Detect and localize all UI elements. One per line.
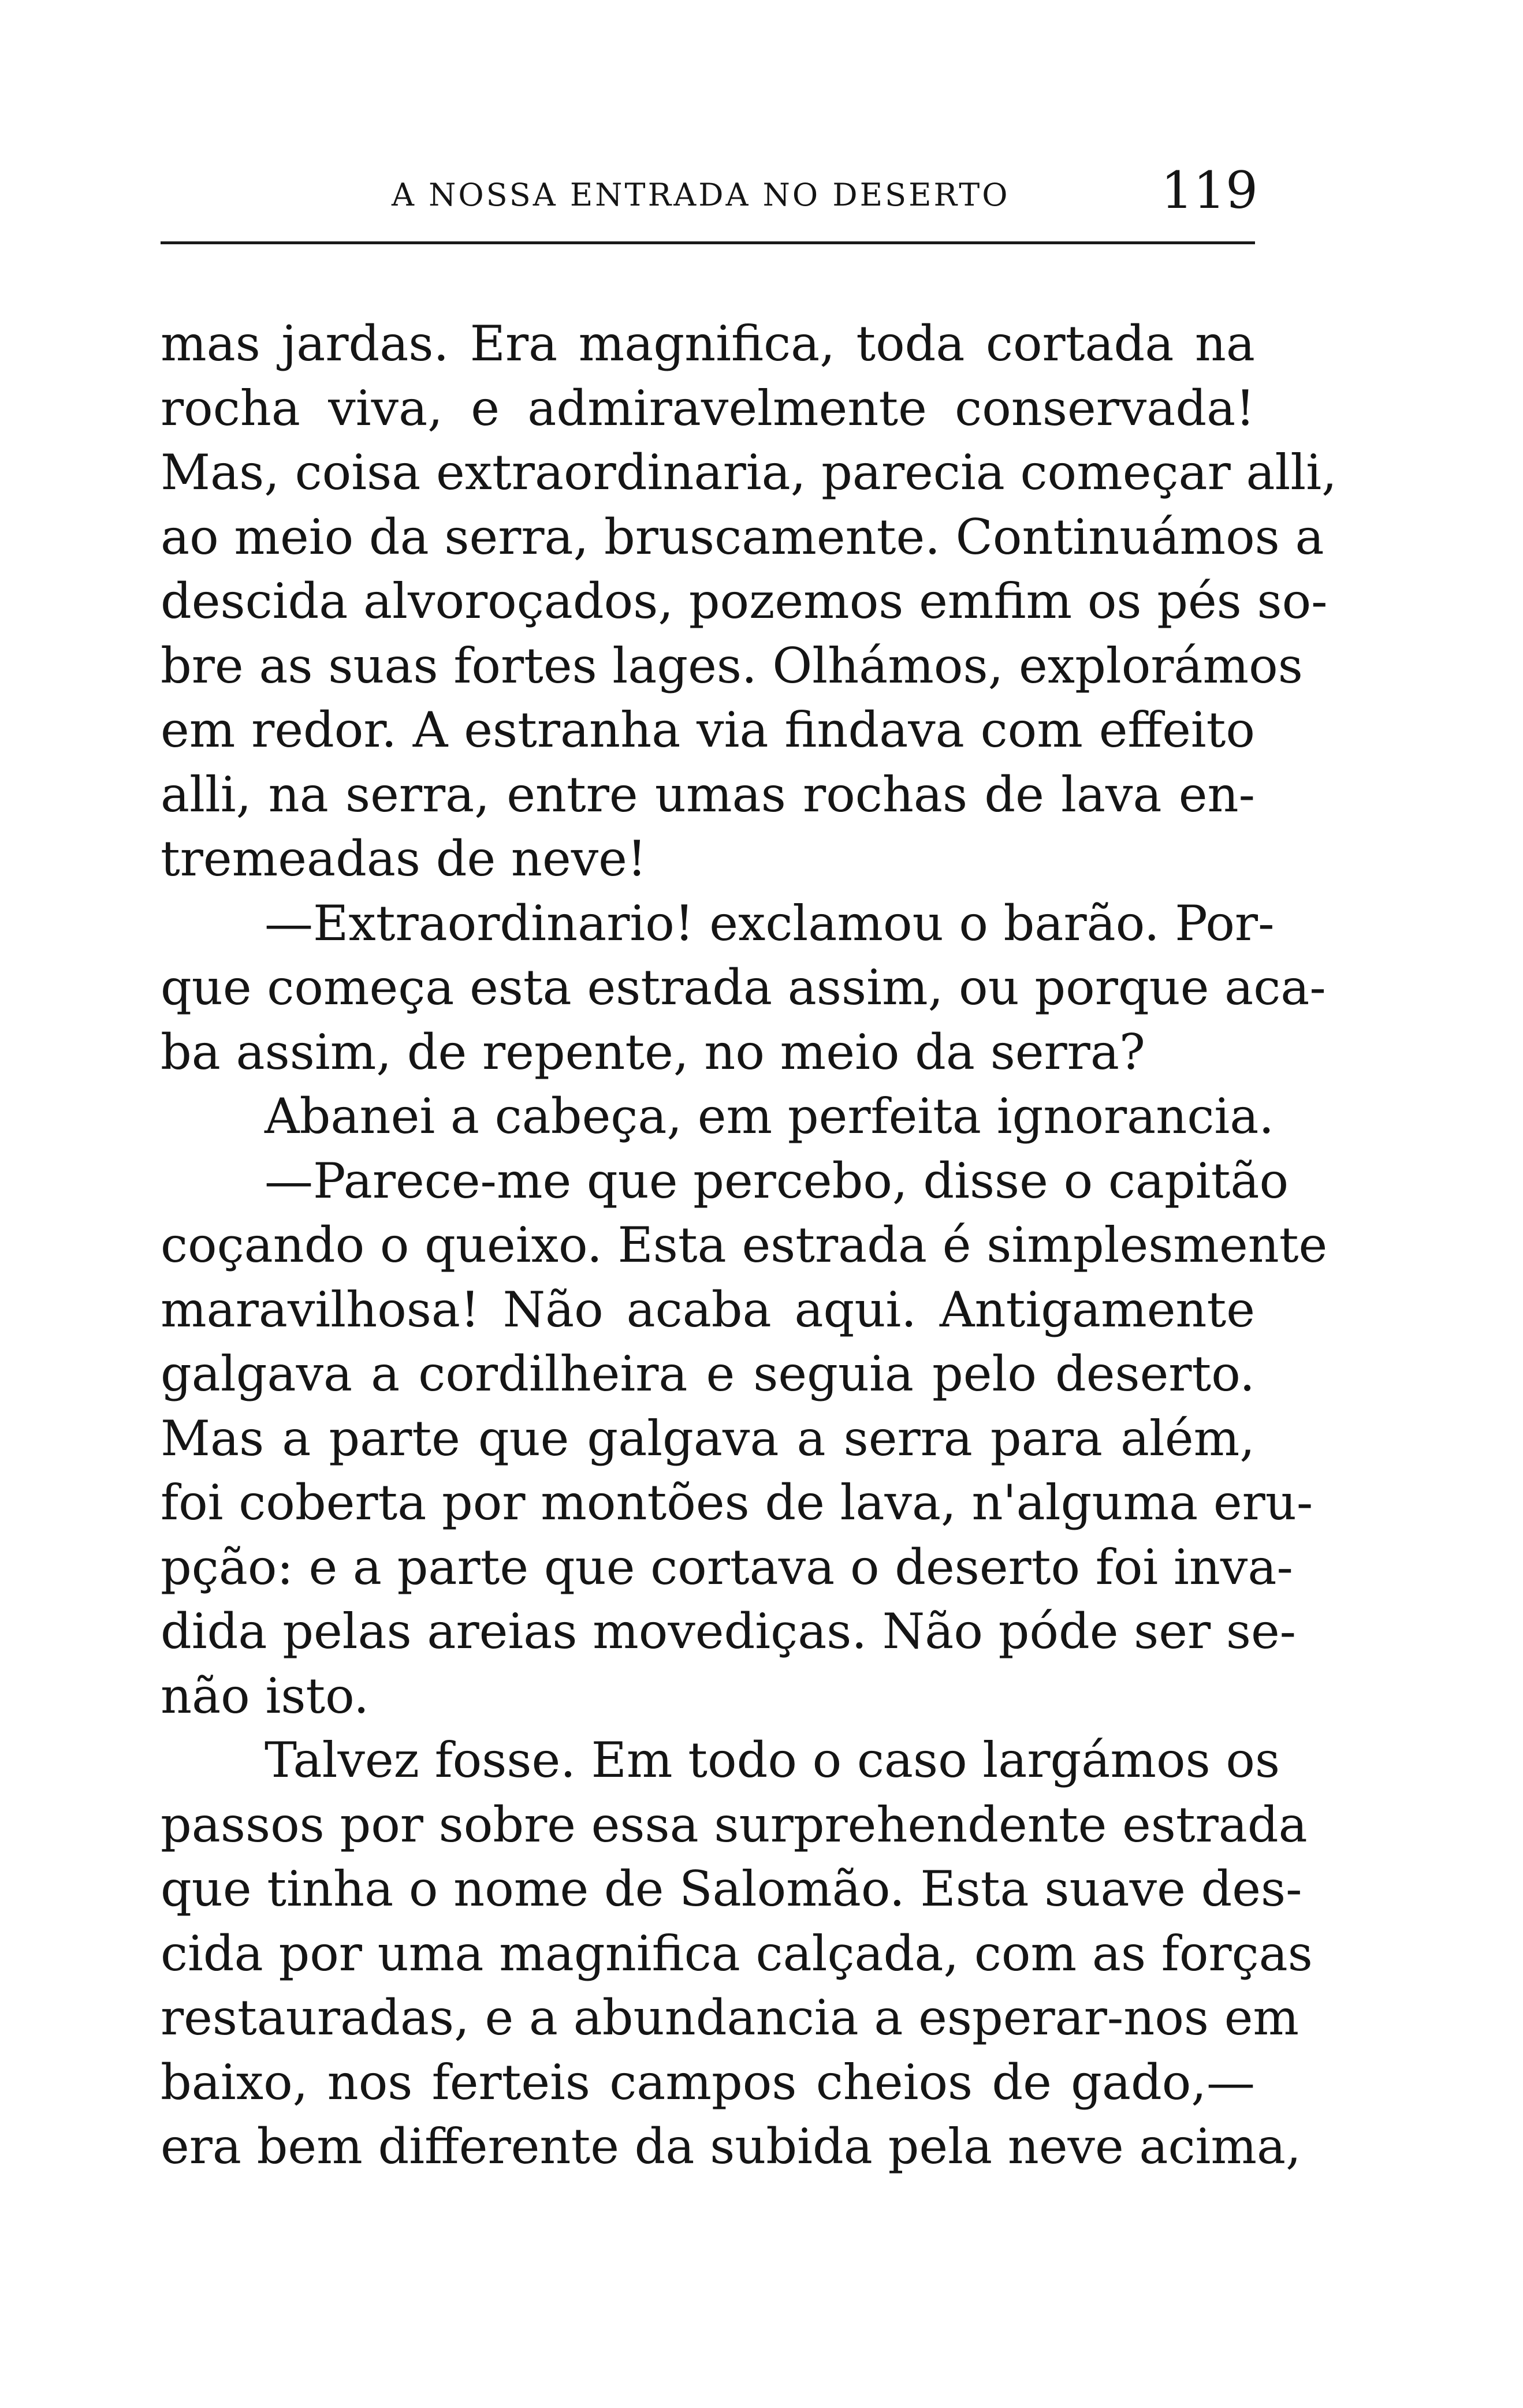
paragraph — [161, 1084, 1275, 1149]
text-line: ba assim, de repente, no meio da serra? — [161, 1023, 1145, 1080]
text-line: em redor. A estranha via findava com effeito — [161, 702, 1255, 758]
paragraph — [161, 892, 1326, 1085]
header-rule — [161, 241, 1255, 244]
text-line: Mas, coisa extraordinaria, parecia começar alli, — [161, 444, 1337, 501]
text-line: passos por sobre essa surprehendente estrada — [161, 1796, 1308, 1853]
text-line: bre as suas fortes lages. Olhámos, explorámos — [161, 637, 1303, 694]
text-line: ao meio da serra, bruscamente. Continuámos a — [161, 508, 1324, 565]
text-line: alli, na serra, entre umas rochas de lava en- — [161, 766, 1255, 823]
text-line: baixo, nos ferteis campos cheios de gado,— — [161, 2053, 1255, 2111]
text-line: rocha viva, e admiravelmente conservada! — [161, 379, 1255, 437]
paragraph — [161, 1728, 1313, 2179]
text-line: pção: e a parte que cortava o deserto foi inva- — [161, 1538, 1293, 1596]
paragraph — [161, 1149, 1328, 1729]
text-line: tremeadas de neve! — [161, 830, 647, 887]
text-line: era bem differente da subida pela neve acima, — [161, 2118, 1301, 2175]
text-line: não isto. — [161, 1667, 369, 1724]
text-line: mas jardas. Era magnifica, toda cortada na — [161, 315, 1255, 372]
page-number: 119 — [1161, 161, 1258, 220]
text-line: galgava a cordilheira e seguia pelo deserto. — [161, 1345, 1255, 1402]
text-line: maravilhosa! Não acaba aqui. Antigamente — [161, 1281, 1255, 1338]
running-title: A NOSSA ENTRADA NO DESERTO — [392, 177, 1010, 213]
text-line: dida pelas areias movediças. Não póde ser se- — [161, 1603, 1297, 1660]
text-line: descida alvoroçados, pozemos emfim os pés so- — [161, 573, 1328, 629]
text-line: foi coberta por montões de lava, n'alguma eru- — [161, 1474, 1313, 1531]
text-line: cida por uma magnifica calçada, com as forças — [161, 1925, 1313, 1982]
text-line: que começa esta estrada assim, ou porque aca- — [161, 959, 1326, 1016]
text-line: Abanei a cabeça, em perfeita ignorancia. — [265, 1088, 1275, 1145]
body-text — [161, 312, 1337, 2179]
text-line: coçando o queixo. Esta estrada é simplesmente — [161, 1217, 1328, 1273]
text-line: Mas a parte que galgava a serra para além, — [161, 1410, 1255, 1467]
text-line: —Parece-me que percebo, disse o capitão — [265, 1152, 1289, 1209]
text-line: Talvez fosse. Em todo o caso largámos os — [265, 1732, 1280, 1788]
text-line: —Extraordinario! exclamou o barão. Por- — [265, 894, 1275, 952]
text-line: que tinha o nome de Salomão. Esta suave des- — [161, 1861, 1302, 1917]
paragraph — [161, 312, 1337, 892]
running-head — [161, 161, 1258, 224]
text-line: restauradas, e a abundancia a esperar-nos em — [161, 1989, 1299, 2046]
